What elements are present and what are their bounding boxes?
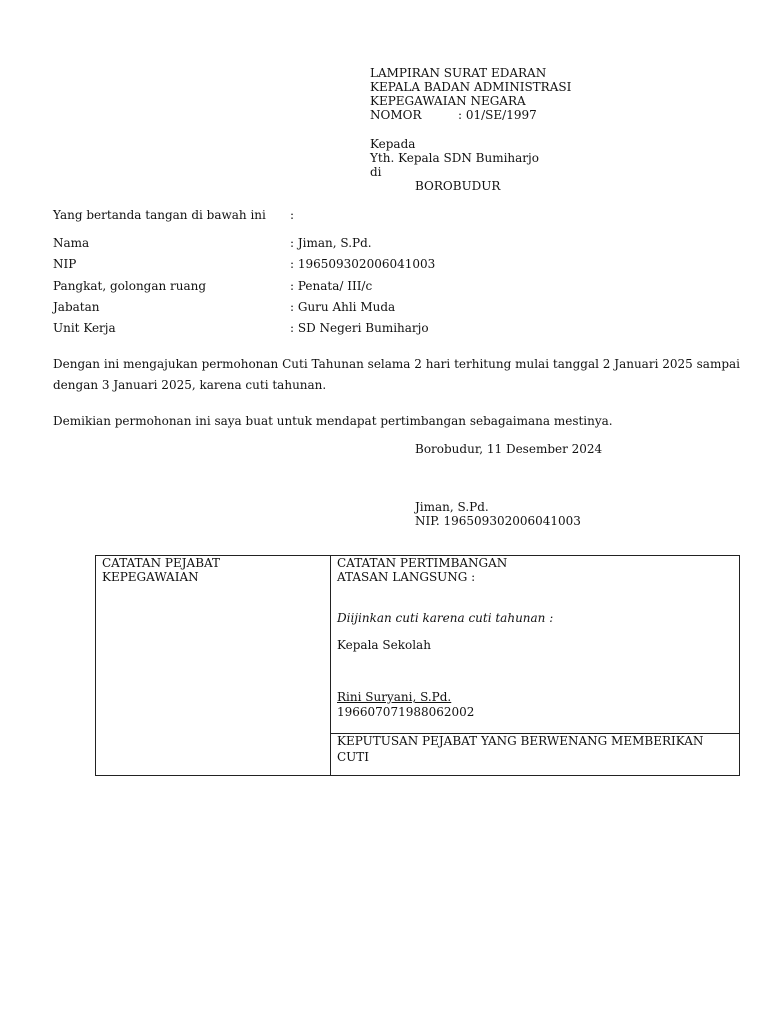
decision-line-2: CUTI	[337, 750, 370, 764]
field-label-nip: NIP	[53, 257, 77, 271]
field-label-nama: Nama	[53, 236, 90, 250]
closing-paragraph: Demikian permohonan ini saya buat untuk mendapat pertimbangan sebagaimana mestinya.	[53, 414, 613, 428]
field-value-jabatan: : Guru Ahli Muda	[290, 300, 396, 314]
left-header-line-1: CATATAN PEJABAT	[102, 556, 221, 570]
signature-place-date: Borobudur, 11 Desember 2024	[415, 442, 603, 456]
request-paragraph: Dengan ini mengajukan permohonan Cuti Tahunan selama 2 hari terhitung mulai tanggal 2 Januari 2025 sampai dengan 3 Januari 2025, karena cuti tahunan.	[53, 357, 740, 392]
header-line-1: LAMPIRAN SURAT EDARAN	[370, 66, 547, 80]
signature-name: Jiman, S.Pd.	[415, 500, 489, 514]
decision-line-1: KEPUTUSAN PEJABAT YANG BERWENANG MEMBERIKAN	[337, 734, 704, 748]
field-label-unit-kerja: Unit Kerja	[53, 321, 116, 335]
field-label-jabatan: Jabatan	[53, 300, 100, 314]
recipient-kepada: Kepada	[370, 137, 416, 151]
approver-name: Rini Suryani, S.Pd.	[337, 690, 452, 704]
approver-nip: 196607071988062002	[337, 705, 475, 719]
field-label-pangkat: Pangkat, golongan ruang	[53, 279, 207, 293]
approver-position: Kepala Sekolah	[337, 638, 431, 652]
nomor-label: NOMOR	[370, 108, 422, 122]
recipient-place: BOROBUDUR	[415, 179, 501, 193]
recipient-yth: Yth. Kepala SDN Bumiharjo	[370, 151, 539, 165]
intro-colon: :	[290, 208, 295, 222]
intro-label: Yang bertanda tangan di bawah ini	[53, 208, 266, 222]
field-value-pangkat: : Penata/ III/c	[290, 279, 373, 293]
field-value-nip: : 196509302006041003	[290, 257, 436, 271]
signature-nip: NIP. 196509302006041003	[415, 514, 581, 528]
notes-table	[95, 555, 740, 776]
header-line-2: KEPALA BADAN ADMINISTRASI	[370, 80, 572, 94]
recipient-di: di	[370, 165, 382, 179]
table-column-divider	[330, 556, 331, 775]
right-header-line-1: CATATAN PERTIMBANGAN	[337, 556, 508, 570]
left-header-line-2: KEPEGAWAIAN	[102, 570, 199, 584]
field-value-nama: : Jiman, S.Pd.	[290, 236, 372, 250]
approval-note: Diijinkan cuti karena cuti tahunan :	[337, 611, 554, 625]
field-value-unit-kerja: : SD Negeri Bumiharjo	[290, 321, 429, 335]
nomor-value: : 01/SE/1997	[458, 108, 537, 122]
right-header-line-2: ATASAN LANGSUNG :	[337, 570, 476, 584]
header-line-3: KEPEGAWAIAN NEGARA	[370, 94, 526, 108]
